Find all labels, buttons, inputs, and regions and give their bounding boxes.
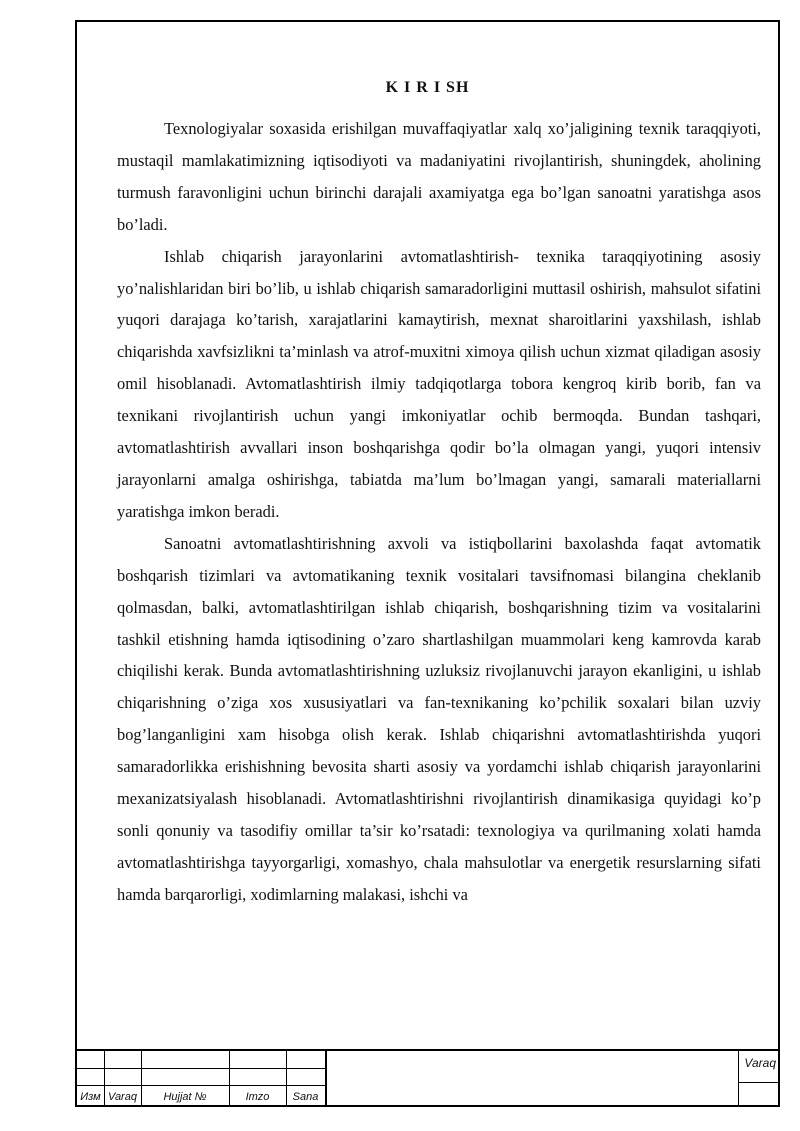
stamp-caption-hujjat: Hujjat № (163, 1091, 207, 1103)
stamp-caption-varaq: Varaq (108, 1091, 137, 1103)
paragraph-2: Ishlab chiqarish jarayonlarini avtomatlashtirish- texnika taraqqiyotining asosiy yo’nalishlaridan biri bo’lib, u ishlab chiqarish samaradorligini muttasil oshirish, mahsulot sifatini yuqori darajaga ko’tarish, xarajatlarini kamaytirish, mexnat sharoitlarini yaxshilash, ishlab chiqarishda xavfsizlikni ta’minlash va atrof-muxitni ximoya qilish uchun xizmat qiladigan asosiy omil hisoblanadi. Avtomatlashtirish ilmiy tadqiqotlarga tobora kengroq kirib borib, fan va texnikani rivojlantirish uchun yangi imkoniyatlar ochib bermoqda. Bundan tashqari, avtomatlashtirish avvallari inson boshqarishga qodir bo’la olmagan yangi, yuqori intensiv jarayonlarni amalga oshirishga, tabiatda ma’lum bo’lmagan yangi, samarali materiallarni yaratishga imkon beradi. (117, 246, 761, 521)
stamp-caption-izm: Изм (80, 1091, 101, 1103)
body-text (117, 113, 761, 911)
stamp-row-line (77, 1085, 327, 1086)
sheet-label: Varaq (744, 1056, 776, 1070)
page-heading: K I R I SH (385, 79, 470, 96)
title-block (77, 1049, 778, 1105)
paragraph-1: Texnologiyalar soxasida erishilgan muvaffaqiyatlar xalq xo’jaligining texnik taraqqiyoti, mustaqil mamlakatimizning iqtisodiyoti va madaniyatini rivojlantirish, shuningdek, aholining turmush faravonligini uchun birinchi darajali axamiyatga ega bo’lgan sanoatni yaratishga asos bo’ladi. (117, 119, 761, 234)
stamp-caption-sana: Sana (292, 1091, 319, 1103)
stamp-col-line (325, 1051, 327, 1105)
paragraph-3: Sanoatni avtomatlashtirishning axvoli va istiqbollarini baxolashda faqat avtomatik boshqarish tizimlari va avtomatikaning texnik vositalari tavsifnomasi bilangina cheklanib qolmasdan, balki, avtomatlashtirilgan ishlab chiqarish, boshqarishning tizim va vositalarini tashkil etishning hamda iqtisodining o’zaro shartlashilgan muammolari keng kamrovda karab chiqilishi kerak. Bunda avtomatlashtirishning uzluksiz rivojlanuvchi jarayon ekanligini, u ishlab chiqarishning o’ziga xos xususiyatlari va fan-texnikaning ko’pchilik soxalari bilan uzviy bog’langanligini xam hisobga olish kerak. Ishlab chiqarishni avtomatlashtirishda yuqori samaradorlikka erishishning bevosita sharti asosiy va yordamchi ishlab chiqarish jarayonlarini mexanizatsiyalash hisoblanadi. Avtomatlashtirishni rivojlantirish dinamikasiga quyidagi ko’p sonli qonuniy va tasodifiy omillar ta’sir ko’rsatadi: texnologiya va qurilmaning xolati hamda avtomatlashtirishga tayyorgarligi, xomashyo, chala mahsulotlar va energetik resurslarning sifati hamda barqarorligi, xodimlarning malakasi, ishchi va (117, 533, 761, 904)
sheet-number-divider (739, 1082, 778, 1083)
stamp-row-line (77, 1068, 327, 1069)
stamp-caption-imzo: Imzo (245, 1091, 270, 1103)
page-frame (75, 20, 780, 1107)
